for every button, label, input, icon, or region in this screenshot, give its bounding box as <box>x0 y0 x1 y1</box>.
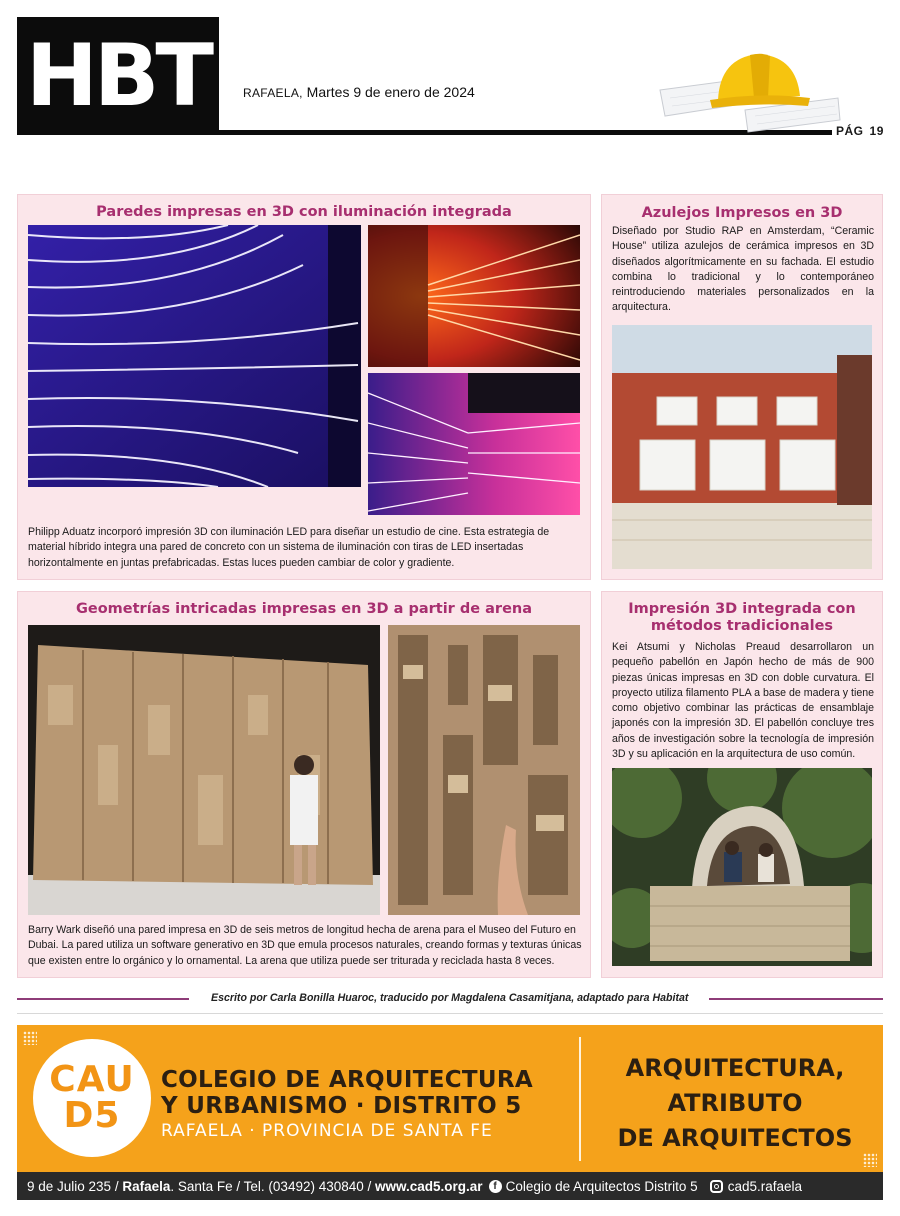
ceramic-house-photo <box>612 325 872 569</box>
article-body: Philipp Aduatz incorporó impresión 3D con iluminación LED para diseñar un estudio de cine. Esta estrategia de material híbrido integra una pared de concreto con un sistema de iluminación con tiras de LED insertadas horizontalmente en juntas prefabricadas. Estas luces pueden cambiar de color y gradiente. <box>28 526 550 569</box>
article-title: Azulejos Impresos en 3D <box>641 205 843 221</box>
helmet-blueprint-illustration <box>650 40 845 135</box>
ad-facebook[interactable]: Colegio de Arquitectos Distrito 5 <box>505 1178 698 1194</box>
ad-city: Rafaela <box>122 1178 171 1194</box>
ad-instagram[interactable]: cad5.rafaela <box>727 1178 802 1194</box>
page-label: PÁG <box>836 124 864 138</box>
article-title: Paredes impresas en 3D con iluminación integrada <box>96 204 512 220</box>
pavilion-photo <box>612 768 872 966</box>
cad5-logo-line2: D5 <box>63 1095 121 1136</box>
article-title: Geometrías intricadas impresas en 3D a partir de arena <box>75 601 533 617</box>
instagram-icon <box>710 1180 723 1193</box>
hbt-logo: HBT <box>17 17 219 135</box>
led-wall-photo-main <box>28 225 361 487</box>
page-number-value: 19 <box>869 124 884 138</box>
facebook-icon: f <box>489 1180 502 1193</box>
ad-name-line2: Y URBANISMO · DISTRITO 5 <box>161 1093 522 1119</box>
header-city: RAFAELA, <box>243 86 303 100</box>
cad5-advertisement <box>17 1025 883 1172</box>
sand-wall-photo-wide <box>28 625 380 915</box>
article-led-walls <box>17 194 591 580</box>
divider <box>17 1013 883 1014</box>
article-body: Barry Wark diseñó una pared impresa en 3D de seis metros de longitud hecha de arena para el Museo del Futuro en Dubai. La pared utiliza un software generativo en 3D que emula procesos naturales, creando formas y texturas únicas que existen entre lo orgánico y lo ornamental. La arena que utiliza puede ser triturada y reciclada hasta 8 veces. <box>28 924 582 967</box>
sand-wall-photo-detail <box>388 625 580 915</box>
led-wall-photo-pink <box>368 373 580 515</box>
cad5-logo <box>33 1039 151 1157</box>
credit-rule-left <box>17 998 189 1000</box>
ad-contact-bar <box>17 1172 883 1200</box>
ad-divider <box>579 1037 581 1161</box>
article-body: Diseñado por Studio RAP en Amsterdam, “Ceramic House” utiliza azulejos de cerámica impresos en 3D diseñados algorítmicamente en su fachada. El estudio combina lo tradicional y lo contemporáneo reintroduciendo materiales personalizados en la arquitectura. <box>612 225 874 314</box>
ad-organization-name <box>161 1067 533 1119</box>
ad-name-line1: COLEGIO DE ARQUITECTURA <box>161 1067 533 1093</box>
ad-address: 9 de Julio 235 / <box>27 1178 119 1194</box>
header-dateline <box>243 84 475 100</box>
ad-location: RAFAELA · PROVINCIA DE SANTA FE <box>161 1121 493 1141</box>
ad-slogan <box>595 1051 875 1156</box>
cad5-logo-line1: CAU <box>49 1059 135 1100</box>
article-body: Kei Atsumi y Nicholas Preaud desarrollaron un pequeño pabellón en Japón hecho de más de 900 piezas únicas impresas en 3D con doble curvatura. El proyecto utiliza filamento PLA a base de madera y tiene como objetivo combinar las prácticas de ensamblaje japonés con la impresión 3D. El pabellón concluye tres años de investigación sobre la tecnología de impresión 3D y su aplicación en la arquitectura de uso común. <box>612 641 874 761</box>
ad-website[interactable]: www.cad5.org.ar <box>375 1178 483 1194</box>
article-traditional-methods <box>601 591 883 978</box>
ad-slogan-line2: ATRIBUTO <box>667 1089 803 1117</box>
header-date: Martes 9 de enero de 2024 <box>306 84 475 100</box>
article-sand-geometries <box>17 591 591 978</box>
credit-text: Escrito por Carla Bonilla Huaroc, traducido por Magdalena Casamitjana, adaptado para Habitat <box>211 992 689 1004</box>
article-title: Impresión 3D integrada con métodos tradicionales <box>628 601 856 634</box>
ad-province-phone: . Santa Fe / Tel. (03492) 430840 / <box>170 1178 372 1194</box>
article-ceramic-tiles <box>601 194 883 580</box>
article-credit <box>17 992 883 1006</box>
led-wall-photo-orange <box>368 225 580 367</box>
ad-slogan-line3: DE ARQUITECTOS <box>617 1124 853 1152</box>
ad-slogan-line1: ARQUITECTURA, <box>625 1054 845 1082</box>
dots-decoration <box>23 1031 37 1045</box>
credit-rule-right <box>709 998 883 1000</box>
